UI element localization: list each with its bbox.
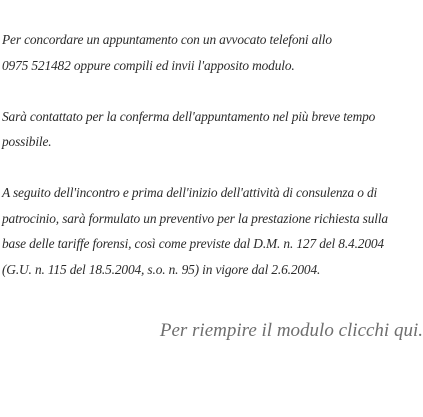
fill-form-link[interactable]: Per riempire il modulo clicchi qui. [159, 320, 423, 341]
paragraph-line: patrocinio, sarà formulato un preventivo per la prestazione richiesta sulla [2, 210, 388, 226]
paragraph-line: (G.U. n. 115 del 18.5.2004, s.o. n. 95) in vigore dal 2.6.2004. [2, 261, 321, 277]
paragraph-line: A seguito dell'incontro e prima dell'inizio dell'attività di consulenza o di [2, 185, 378, 200]
paragraph-line: 0975 521482 oppure compili ed invii l'apposito modulo. [2, 57, 295, 73]
confirmation-paragraph [2, 104, 421, 155]
paragraph-line: possibile. [2, 134, 52, 149]
paragraph-line: Per concordare un appuntamento con un avvocato telefoni allo [2, 32, 332, 47]
appointment-instructions-paragraph [2, 27, 421, 78]
paragraph-line: Sarà contattato per la conferma dell'appuntamento nel più breve tempo [2, 108, 376, 124]
paragraph-line: base delle tariffe forensi, così come previste dal D.M. n. 127 del 8.4.2004 [2, 236, 384, 251]
info-text-block [2, 27, 421, 308]
fees-paragraph [2, 180, 421, 282]
